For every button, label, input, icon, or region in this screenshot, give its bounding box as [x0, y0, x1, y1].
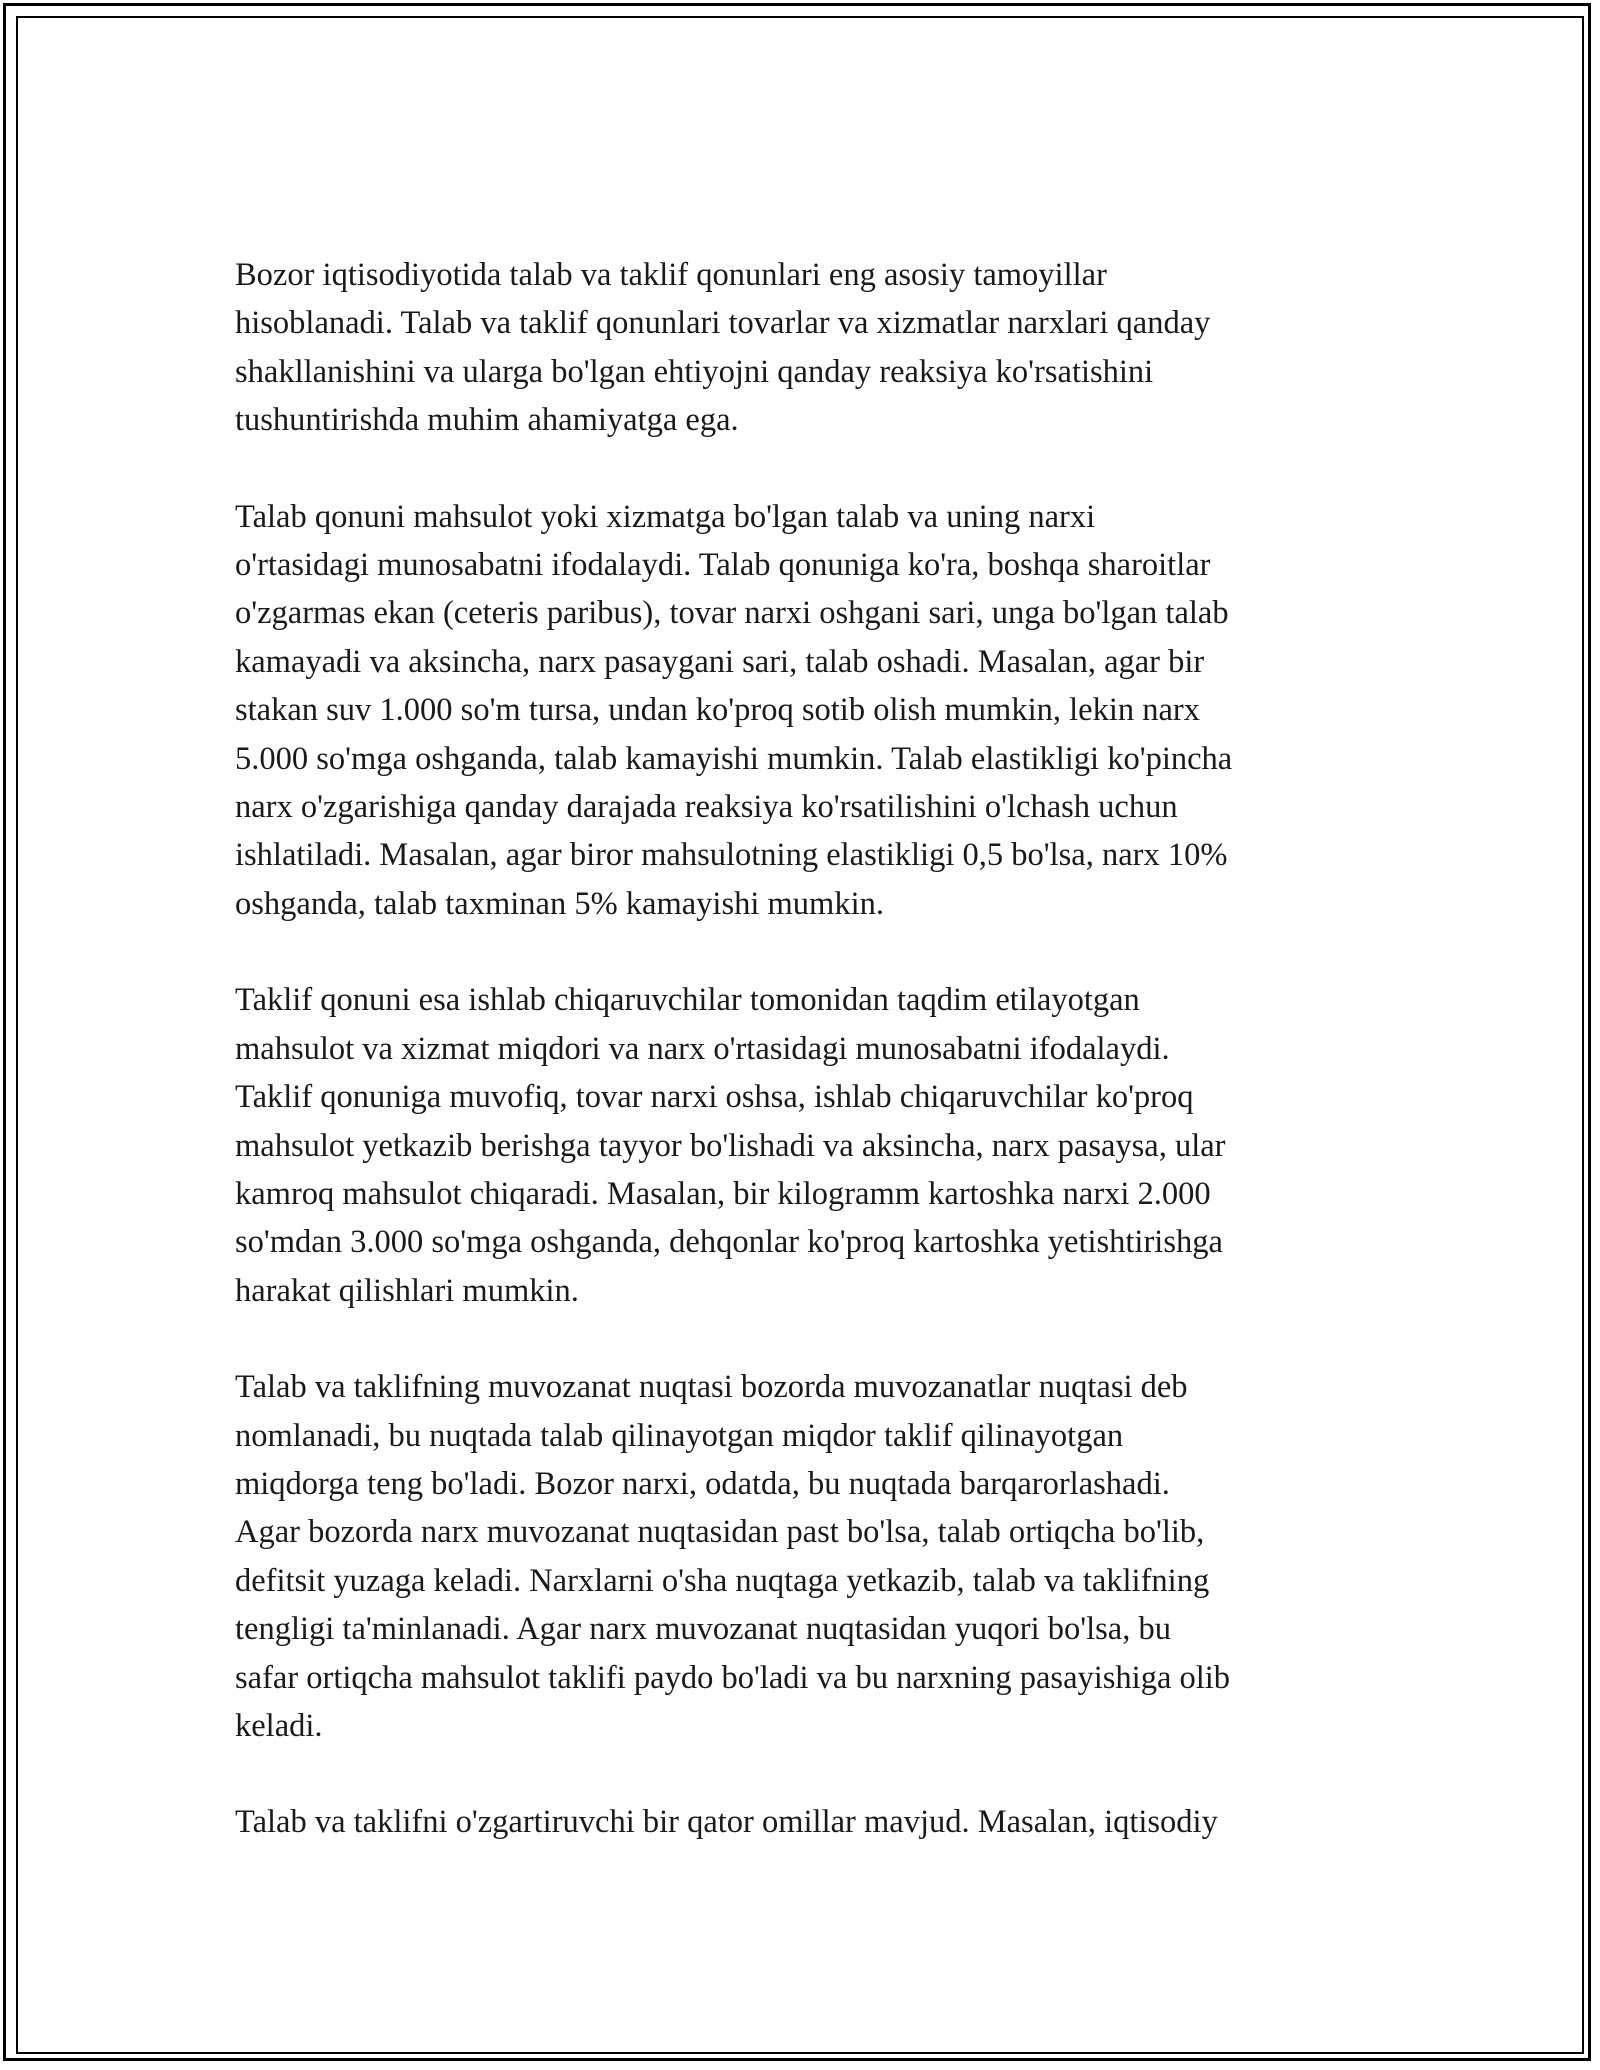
paragraph-supply-law: Taklif qonuni esa ishlab chiqaruvchilar tomonidan taqdim etilayotgan mahsulot va xizmat miqdori va narx o'rtasidagi munosabatni ifodalaydi. Taklif qonuniga muvofiq, tovar narxi oshsa, ishlab chiqaruvchilar ko'proq mahsulot yetkazib berishga tayyor bo'lishadi va aksincha, narx pasaysa, ular kamroq mahsulot chiqaradi. Masalan, bir kilogramm kartoshka narxi 2.000 so'mdan 3.000 so'mga oshganda, dehqonlar ko'proq kartoshka yetishtirishga harakat qilishlari mumkin.: [235, 982, 1226, 1309]
document-body: [235, 251, 1375, 1847]
paragraph-demand-law: Talab qonuni mahsulot yoki xizmatga bo'lgan talab va uning narxi o'rtasidagi munosabatni ifodalaydi. Talab qonuniga ko'ra, boshqa sharoitlar o'zgarmas ekan (ceteris paribus), tovar narxi oshgani sari, unga bo'lgan talab kamayadi va aksincha, narx pasaygani sari, talab oshadi. Masalan, agar bir stakan suv 1.000 so'm tursa, undan ko'proq sotib olish mumkin, lekin narx 5.000 so'mga oshganda, talab kamayishi mumkin. Talab elastikligi ko'pincha narx o'zgarishiga qanday darajada reaksiya ko'rsatilishini o'lchash uchun ishlatiladi. Masalan, agar biror mahsulotning elastikligi 0,5 bo'lsa, narx 10% oshganda, talab taxminan 5% kamayishi mumkin.: [235, 498, 1233, 922]
paragraph-intro: Bozor iqtisodiyotida talab va taklif qonunlari eng asosiy tamoyillar hisoblanadi. Talab va taklif qonunlari tovarlar va xizmatlar narxlari qanday shakllanishini va ularga bo'lgan ehtiyojni qanday reaksiya ko'rsatishini tushuntirishda muhim ahamiyatga ega.: [235, 257, 1211, 439]
paragraph-factors: Talab va taklifni o'zgartiruvchi bir qator omillar mavjud. Masalan, iqtisodiy: [235, 1804, 1218, 1841]
paragraph-equilibrium: Talab va taklifning muvozanat nuqtasi bozorda muvozanatlar nuqtasi deb nomlanadi, bu nuqtada talab qilinayotgan miqdor taklif qilinayotgan miqdorga teng bo'ladi. Bozor narxi, odatda, bu nuqtada barqarorlashadi. Agar bozorda narx muvozanat nuqtasidan past bo'lsa, talab ortiqcha bo'lib, defitsit yuzaga keladi. Narxlarni o'sha nuqtaga yetkazib, talab va taklifning tengligi ta'minlanadi. Agar narx muvozanat nuqtasidan yuqori bo'lsa, bu safar ortiqcha mahsulot taklifi paydo bo'ladi va bu narxning pasayishiga olib keladi.: [235, 1369, 1231, 1744]
